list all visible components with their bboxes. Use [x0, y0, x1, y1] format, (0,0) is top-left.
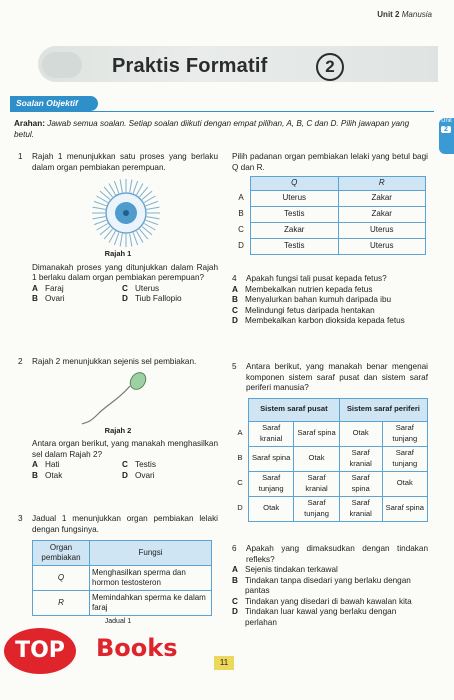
q5-option-b[interactable]: B [237, 453, 243, 463]
q1-option-a[interactable]: A Faraj [32, 283, 64, 293]
unit-header: Unit 2 Manusia [377, 10, 432, 19]
q2-options [32, 460, 218, 481]
ovum-ray [120, 234, 122, 247]
title-number: 2 [316, 53, 344, 81]
ovum-ray [94, 220, 106, 224]
table-1-caption: Jadual 1 [104, 618, 132, 625]
q6-option-c[interactable]: C Tindakan yang disedari di bawah kawalan kita [232, 596, 412, 606]
question-5: 5 Antara berikut, yang manakah benar mengenai komponen sistem saraf pusat dan sistem saraf periferi manusia? Sistem saraf pusat Sistem saraf periferi A Saraf kranial Saraf spina Otak Saraf tunjang B Saraf spina Otak Saraf kranial Saraf tunjang C Saraf tunjang Saraf kranial Saraf spina Otak D Otak Saraf tunjang Saraf kranial Saraf spina [232, 362, 428, 522]
ovum-ray [114, 233, 118, 245]
q6-options [232, 565, 428, 628]
instructions: Arahan: Jawab semua soalan. Setiap soalan diikuti dengan empat pilihan, A, B, C dan D. Pilih jawapan yang betul. [14, 119, 410, 139]
q3-option-a[interactable]: A [238, 193, 244, 203]
ovum-ray [130, 180, 132, 193]
q1-option-b[interactable]: B Ovari [32, 294, 65, 303]
ovum-ray [133, 181, 137, 193]
sperm-illustration [78, 370, 168, 426]
q6-option-b[interactable]: B Tindakan tanpa disedari yang berlaku dengan pantas [232, 575, 411, 595]
topbooks-watermark [4, 628, 178, 674]
question-3-part-2: Pilih padanan organ pembiakan lelaki yang betul bagi Q dan R. Q R A Uterus Zakar B Testis Zakar C Zakar Uterus D Testis Uterus [232, 152, 428, 255]
ovum-ray [93, 217, 106, 219]
watermark-books-text: Books [96, 634, 178, 662]
q3-option-d[interactable]: D [238, 241, 244, 251]
q5-option-c[interactable]: C [237, 478, 243, 488]
ovum-illustration [86, 177, 166, 249]
ovum-ray [130, 234, 132, 247]
q2-option-d[interactable]: D Ovari [122, 470, 155, 480]
side-tab-label: Unit [441, 118, 452, 124]
q2-option-c[interactable]: C Testis [122, 460, 156, 469]
ovum-ray [133, 233, 137, 245]
q6-option-a[interactable]: A Sejenis tindakan terkawal [232, 565, 338, 574]
q6-option-d[interactable]: D Tindakan luar kawal yang berlaku dengan perlahan [232, 607, 397, 627]
q4-option-a[interactable]: A Membekalkan nutrien kepada fetus [232, 284, 373, 294]
q1-option-d[interactable]: D Tiub Fallopio [122, 294, 182, 303]
q4-option-d[interactable]: D Membekalkan karbon dioksida kepada fetus [232, 316, 405, 325]
question-2: 2 Rajah 2 menunjukkan sejenis sel pembiakan. Rajah 2 Antara organ berikut, yang manakah menghasilkan sel dalam Rajah 2? A Hati C Testis B Otak D Ovari [18, 357, 218, 480]
table-1: Organ pembiakan Fungsi Q Menghasilkan sperma dan hormon testosteron R Memindahkan sperma ke dalam faraj [32, 540, 212, 616]
figure-2-caption: Rajah 2 [104, 425, 132, 435]
q5-table: Sistem saraf pusat Sistem saraf periferi A Saraf kranial Saraf spina Otak Saraf tunjang B Saraf spina Otak Saraf kranial Saraf tunjang C Saraf tunjang Saraf kranial Saraf spina Otak D Otak Saraf tunjang Saraf kranial Saraf spina [232, 398, 428, 522]
side-tab-number: 2 [441, 126, 451, 133]
ovum-ray [120, 180, 122, 193]
q2-option-b[interactable]: B Otak [32, 470, 63, 480]
section-label: Soalan Objektif [10, 96, 98, 111]
q1-option-c[interactable]: C Uterus [122, 283, 160, 293]
ovum-ray [114, 181, 118, 193]
q3-option-b[interactable]: B [238, 209, 244, 219]
page-number: 11 [214, 656, 234, 670]
q3-option-c[interactable]: C [238, 225, 244, 235]
q5-option-a[interactable]: A [237, 428, 243, 438]
unit-side-tab[interactable] [439, 118, 454, 154]
question-3: 3 Jadual 1 menunjukkan organ pembiakan lelaki dengan fungsinya. Organ pembiakan Fungsi Q Menghasilkan sperma dan hormon testosteron R Memindahkan sperma ke dalam faraj Jadual 1 [18, 514, 218, 628]
question-4: 4 Apakah fungsi tali pusat kepada fetus? A Membekalkan nutrien kepada fetus B Menyalurkan bahan kumuh daripada ibu C Melindungi fetus daripada hentakan D Membekalkan karbon dioksida kepada fetus [232, 274, 428, 327]
page-title: Praktis Formatif [112, 55, 268, 77]
ovum-ray [93, 207, 106, 209]
q5-option-d[interactable]: D [237, 503, 243, 513]
title-decoration [42, 52, 82, 78]
ovum-ray [147, 217, 160, 219]
question-6: 6 Apakah yang dimaksudkan dengan tindakan refleks? A Sejenis tindakan terkawal B Tindakan tanpa disedari yang berlaku dengan pantas C Tindakan yang disedari di bawah kawalan kita D Tindakan luar kawal yang berlaku dengan perlahan [232, 544, 428, 627]
q4-option-b[interactable]: B Menyalurkan bahan kumuh daripada ibu [232, 295, 392, 304]
question-1: 1 Rajah 1 menunjukkan satu proses yang berlaku dalam organ pembiakan perempuan. Rajah 1 Dimanakah proses yang ditunjukkan dalam Rajah 1 berlaku dalam organ pembiakan perempuan? A Faraj C Uterus B Ovari D Tiub Fallopio [18, 152, 218, 303]
figure-1-caption: Rajah 1 [104, 249, 132, 258]
ovum-ray [146, 220, 158, 224]
watermark-top-logo: TOP [4, 628, 76, 674]
q4-options [232, 285, 428, 327]
ovum-ray [147, 207, 160, 209]
section-divider [10, 111, 434, 112]
q1-options [32, 284, 218, 305]
ovum-ray [94, 201, 106, 205]
q3-answer-table: Q R A Uterus Zakar B Testis Zakar C Zakar Uterus D Testis Uterus [232, 176, 426, 255]
q2-option-a[interactable]: A Hati [32, 460, 60, 469]
ovum-ray [146, 201, 158, 205]
q4-option-c[interactable]: C Melindungi fetus daripada hentakan [232, 305, 375, 315]
